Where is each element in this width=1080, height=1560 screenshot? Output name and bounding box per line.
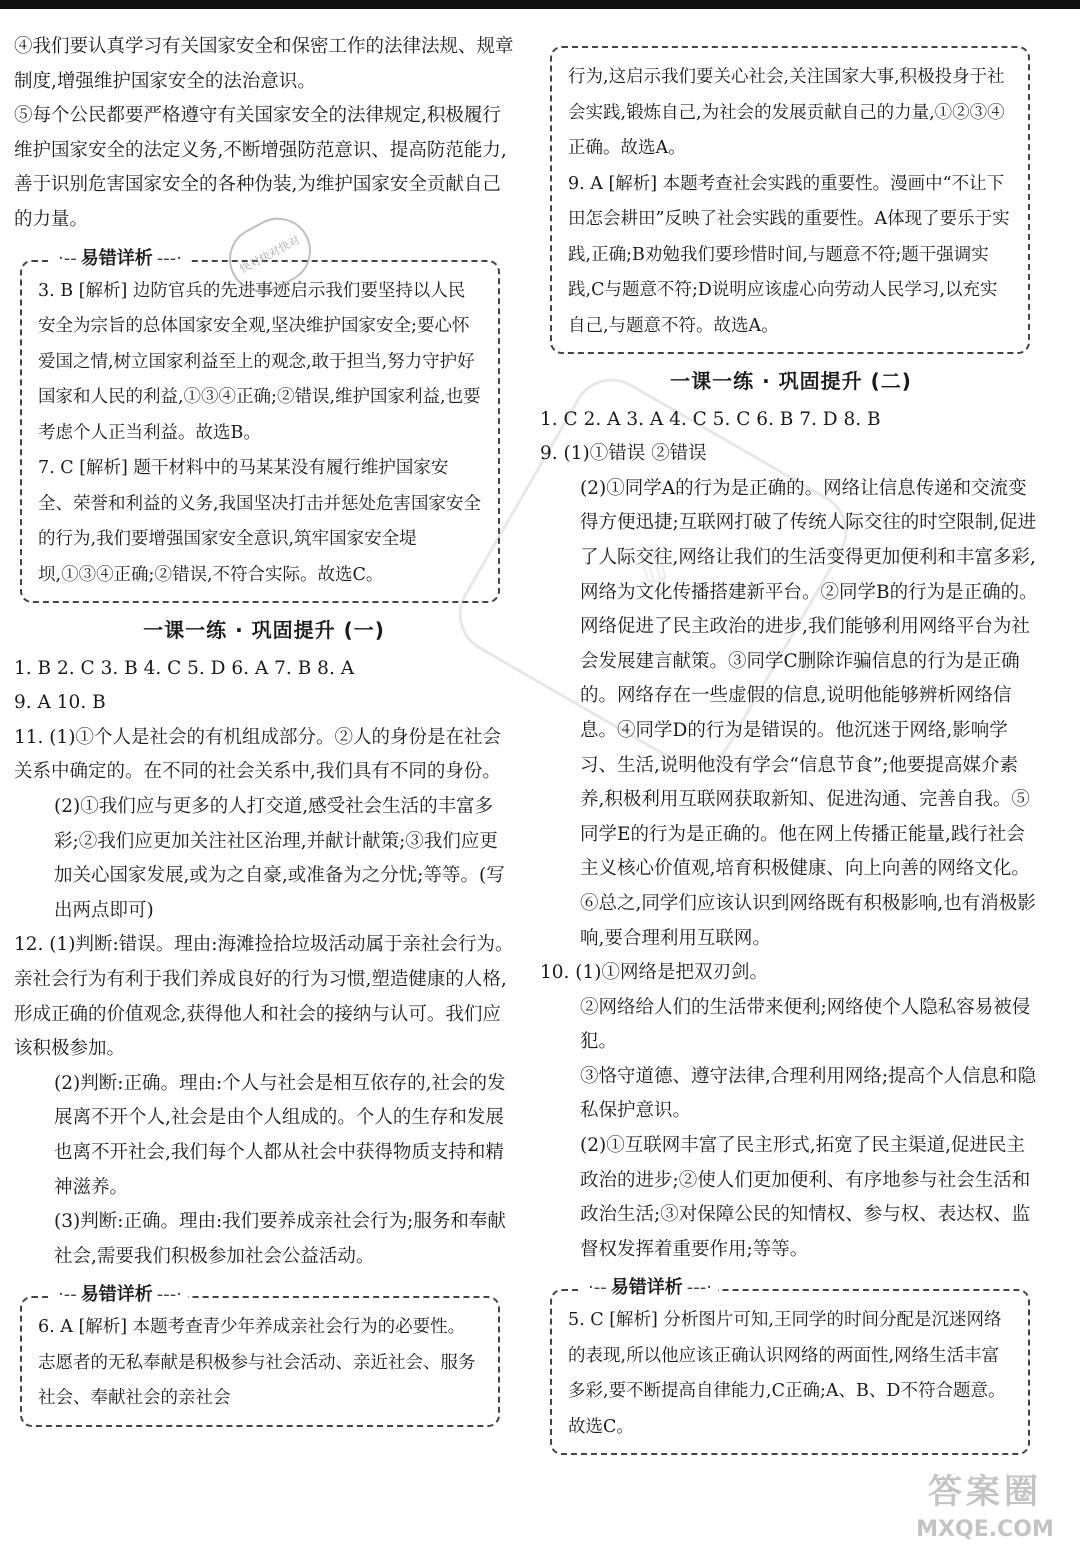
question-11-part-2: (2)①我们应与更多的人打交道,感受社会生活的丰富多彩;②我们应更加关注社区治理,并献计献策;③我们应更加关心国家发展,或为之自豪,或准备为之分忧;等等。(写出两点即可)	[54, 796, 505, 921]
error-analysis-title: ·-- 易错详析 ---·	[582, 1271, 718, 1306]
top-edge-bar	[0, 0, 1080, 9]
analysis-item-3: 3. B [解析] 边防官兵的先进事迹启示我们要坚持以人民安全为宗旨的总体国家安全观,坚决维护国家安全;要心怀爱国之情,树立国家利益至上的观念,敢于担当,努力守护好国家和人民的利益,①③④正确;②错误,维护国家利益,也要考虑个人正当利益。故选B。	[38, 280, 481, 443]
error-analysis-title: ·-- 易错详析 ---·	[52, 242, 188, 277]
question-9-part-1: 9. (1)①错误 ②错误	[540, 443, 707, 465]
choice-answers-row: 1. C 2. A 3. A 4. C 5. C 6. B 7. D 8. B	[540, 408, 881, 430]
intro-point-5: ⑤每个公民都要严格遵守有关国家安全的法律规定,积极履行维护国家安全的法定义务,不断增强防范意识、提高防范能力,善于识别危害国家安全的各种伪装,为维护国家安全贡献自己的力量。	[14, 105, 507, 230]
question-10-part-3: ③恪守道德、遵守法律,合理利用网络;提高个人信息和隐私保护意识。	[580, 1065, 1037, 1122]
question-10-part-2: ②网络给人们的生活带来便利;网络使个人隐私容易被侵犯。	[580, 996, 1031, 1053]
question-12-part-1: 12. (1)判断:错误。理由:海滩捡拾垃圾活动属于亲社会行为。亲社会行为有利于我们养成良好的行为习惯,塑造健康的人格,形成正确的价值观念,获得他人和社会的接纳与认可。我们应该积极参加。	[14, 934, 514, 1060]
error-analysis-box-2	[20, 1284, 500, 1427]
choice-answers-row-2: 9. A 10. B	[14, 692, 106, 714]
site-watermark-en: MXQE.COM	[916, 1517, 1054, 1542]
error-analysis-box-3	[550, 1277, 1030, 1455]
section-title-practice-1: 一课一练 · 巩固提升 (一)	[143, 618, 385, 643]
question-11-part-1: 11. (1)①个人是社会的有机组成部分。②人的身份是在社会关系中确定的。在不同的社会关系中,我们具有不同的身份。	[14, 726, 502, 783]
error-analysis-title: ·-- 易错详析 ---·	[52, 1278, 188, 1313]
question-12-part-3: (3)判断:正确。理由:我们要养成亲社会行为;服务和奉献社会,需要我们积极参加社会公益活动。	[54, 1211, 506, 1267]
analysis-item-5: 5. C [解析] 分析图片可知,王同学的时间分配是沉迷网络的表现,所以他应该正确认识网络的两面性,网络生活丰富多彩,要不断提高自律能力,C正确;A、B、D不符合题意。故选C。	[568, 1310, 1006, 1437]
choice-answers-row-1: 1. B 2. C 3. B 4. C 5. D 6. A 7. B 8. A	[14, 657, 355, 679]
intro-point-4: ④我们要认真学习有关国家安全和保密工作的法律法规、规章制度,增强维护国家安全的法治意识。	[14, 36, 514, 92]
question-10-part-1: 10. (1)①网络是把双刃剑。	[540, 962, 769, 984]
stamp-watermark: 快对快对快对	[217, 206, 322, 304]
analysis-item-7: 7. C [解析] 题干材料中的马某某没有履行维护国家安全、荣誉和利益的义务,我国坚决打击并惩处危害国家安全的行为,我们要增强国家安全意识,筑牢国家安全堤坝,①③④正确;②错误,不符合实际。故选C。	[38, 458, 482, 585]
error-analysis-box-continued	[550, 46, 1030, 354]
background-watermark-logo: ✎	[444, 364, 862, 782]
question-10-part-4: (2)①互联网丰富了民主形式,拓宽了民主渠道,促进民主政治的进步;②使人们更加便利、有序地参与社会生活和政治生活;③对保障公民的知情权、参与权、表达权、监督权发挥着重要作用;等等。	[580, 1135, 1031, 1260]
site-watermark	[900, 1470, 1070, 1554]
question-9-part-2: (2)①同学A的行为是正确的。网络让信息传递和交流变得方便迅捷;互联网打破了传统人际交往的时空限制,促进了人际交往,网络让我们的生活变得更加便利和丰富多彩,网络为文化传播搭建新平台。②同学B的行为是正确的。网络促进了民主政治的进步,我们能够利用网络平台为社会发展建言献策。③同学C删除诈骗信息的行为是正确的。网络存在一些虚假的信息,说明他能够辨析网络信息。④同学D的行为是错误的。他沉迷于网络,影响学习、生活,说明他没有学会“信息节食”;他要提高媒介素养,积极利用互联网获取新知、促进沟通、完善自我。⑤同学E的行为是正确的。他在网上传播正能量,践行社会主义核心价值观,培育积极健康、向上向善的网络文化。⑥总之,同学们应该认识到网络既有积极影响,也有消极影响,要合理利用互联网。	[580, 477, 1038, 949]
right-column	[540, 30, 1042, 1465]
site-watermark-cn: 答案圈	[928, 1472, 1042, 1512]
question-12-part-2: (2)判断:正确。理由:个人与社会是相互依存的,社会的发展离不开个人,社会是由个人组成的。个人的生存和发展也离不开社会,我们每个人都从社会中获得物质支持和精神滋养。	[54, 1072, 506, 1198]
analysis-item-9: 9. A [解析] 本题考查社会实践的重要性。漫画中“不让下田怎会耕田”反映了社会实践的重要性。A体现了要乐于实践,正确;B劝勉我们要珍惜时间,与题意不符;题干强调实践,C与题意不符;D说明应该虚心向劳动人民学习,以充实自己,与题意不符。故选A。	[568, 173, 1010, 336]
section-title-practice-2: 一课一练 · 巩固提升 (二)	[670, 369, 912, 393]
analysis-item-6: 6. A [解析] 本题考查青少年养成亲社会行为的必要性。志愿者的无私奉献是积极参与社会活动、亲近社会、服务社会、奉献社会的亲社会	[38, 1317, 476, 1409]
analysis-continued-text: 行为,这启示我们要关心社会,关注国家大事,积极投身于社会实践,锻炼自己,为社会的发展贡献自己的力量,①②③④正确。故选A。	[568, 67, 1005, 158]
